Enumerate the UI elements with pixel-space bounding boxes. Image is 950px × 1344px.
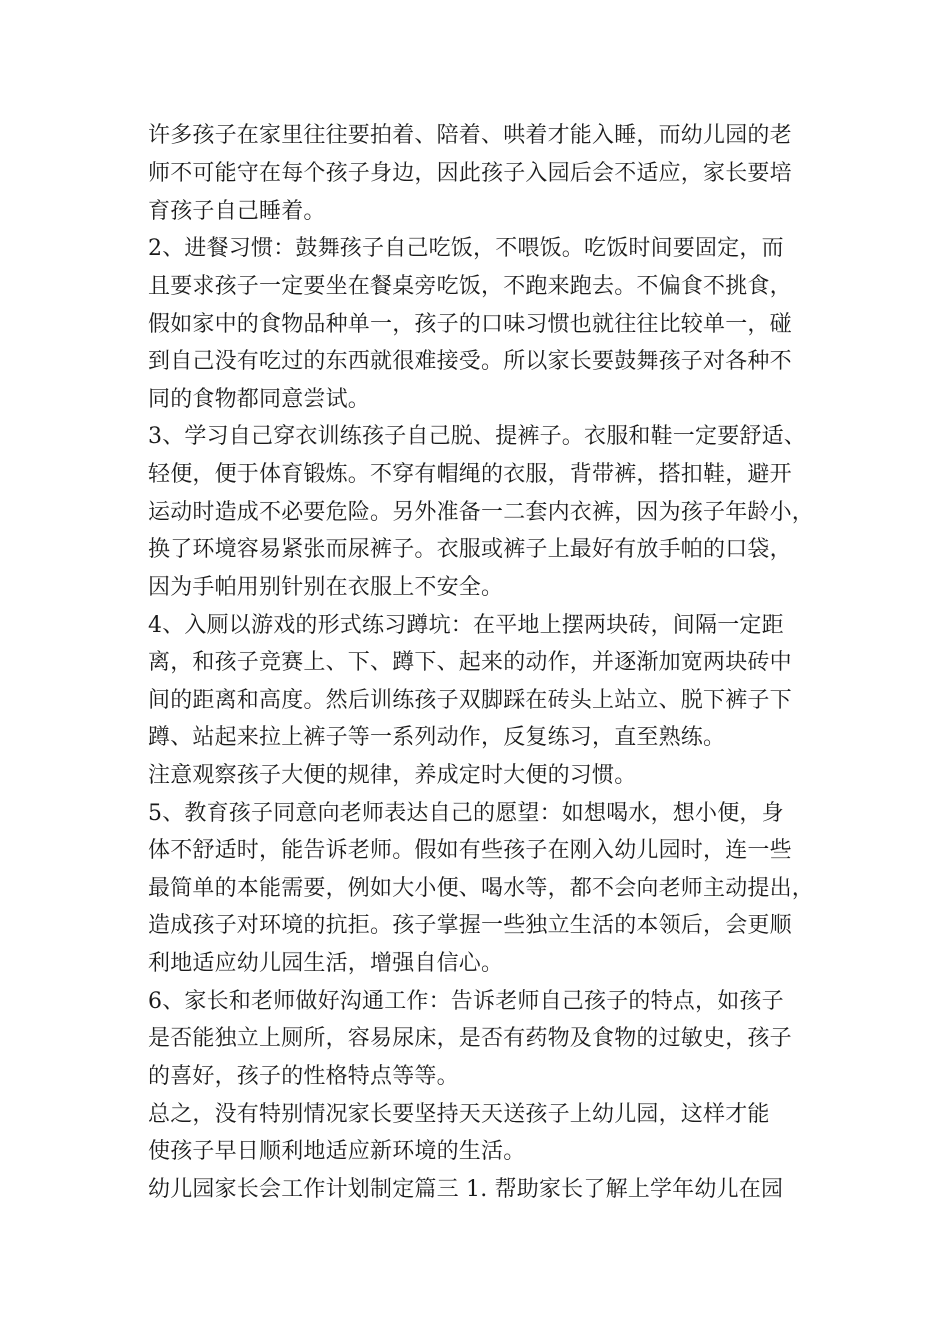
text-line: 到自己没有吃过的东西就很难接受。所以家长要鼓舞孩子对各种不 bbox=[148, 349, 792, 374]
text-line: 许多孩子在家里往往要拍着、陪着、哄着才能入睡，而幼儿园的老 bbox=[148, 123, 792, 148]
text-line: 5、教育孩子同意向老师表达自己的愿望：如想喝水，想小便，身 bbox=[148, 801, 784, 826]
text-line: 体不舒适时，能告诉老师。假如有些孩子在刚入幼儿园时，连一些 bbox=[148, 838, 792, 863]
text-line: 是否能独立上厕所，容易尿床，是否有药物及食物的过敏史，孩子 bbox=[148, 1026, 792, 1051]
text-line: 注意观察孩子大便的规律，养成定时大便的习惯。 bbox=[148, 763, 637, 788]
text-line: 幼儿园家长会工作计划制定篇三 1. 帮助家长了解上学年幼儿在园 bbox=[148, 1177, 784, 1202]
text-line: 使孩子早日顺利地适应新环境的生活。 bbox=[148, 1139, 526, 1164]
text-line: 2、进餐习惯：鼓舞孩子自己吃饭，不喂饭。吃饭时间要固定，而 bbox=[148, 236, 784, 261]
text-line: 总之，没有特别情况家长要坚持天天送孩子上幼儿园，这样才能 bbox=[148, 1102, 770, 1127]
text-line: 的喜好，孩子的性格特点等等。 bbox=[148, 1064, 459, 1089]
text-line: 造成孩子对环境的抗拒。孩子掌握一些独立生活的本领后，会更顺 bbox=[148, 913, 792, 938]
text-line: 6、家长和老师做好沟通工作：告诉老师自己孩子的特点，如孩子 bbox=[148, 989, 784, 1014]
text-line: 离，和孩子竞赛上、下、蹲下、起来的动作，并逐渐加宽两块砖中 bbox=[148, 650, 792, 675]
text-line: 4、入厕以游戏的形式练习蹲坑：在平地上摆两块砖，间隔一定距 bbox=[148, 613, 784, 638]
text-line: 师不可能守在每个孩子身边，因此孩子入园后会不适应，家长要培 bbox=[148, 161, 792, 186]
text-line: 轻便，便于体育锻炼。不穿有帽绳的衣服，背带裤，搭扣鞋，避开 bbox=[148, 462, 792, 487]
text-line: 3、学习自己穿衣训练孩子自己脱、提裤子。衣服和鞋一定要舒适、 bbox=[148, 424, 806, 449]
text-line: 同的食物都同意尝试。 bbox=[148, 387, 371, 412]
text-line: 利地适应幼儿园生活，增强自信心。 bbox=[148, 951, 504, 976]
text-line: 蹲、站起来拉上裤子等一系列动作，反复练习，直至熟练。 bbox=[148, 725, 726, 750]
text-line: 育孩子自己睡着。 bbox=[148, 199, 326, 224]
text-line: 间的距离和高度。然后训练孩子双脚踩在砖头上站立、脱下裤子下 bbox=[148, 688, 792, 713]
text-line: 因为手帕用别针别在衣服上不安全。 bbox=[148, 575, 504, 600]
text-line: 假如家中的食物品种单一，孩子的口味习惯也就往往比较单一，碰 bbox=[148, 312, 792, 337]
text-line: 运动时造成不必要危险。另外准备一二套内衣裤，因为孩子年龄小， bbox=[148, 500, 815, 525]
text-line: 最简单的本能需要，例如大小便、喝水等，都不会向老师主动提出， bbox=[148, 876, 815, 901]
text-line: 且要求孩子一定要坐在餐桌旁吃饭，不跑来跑去。不偏食不挑食， bbox=[148, 274, 792, 299]
text-line: 换了环境容易紧张而尿裤子。衣服或裤子上最好有放手帕的口袋， bbox=[148, 537, 792, 562]
